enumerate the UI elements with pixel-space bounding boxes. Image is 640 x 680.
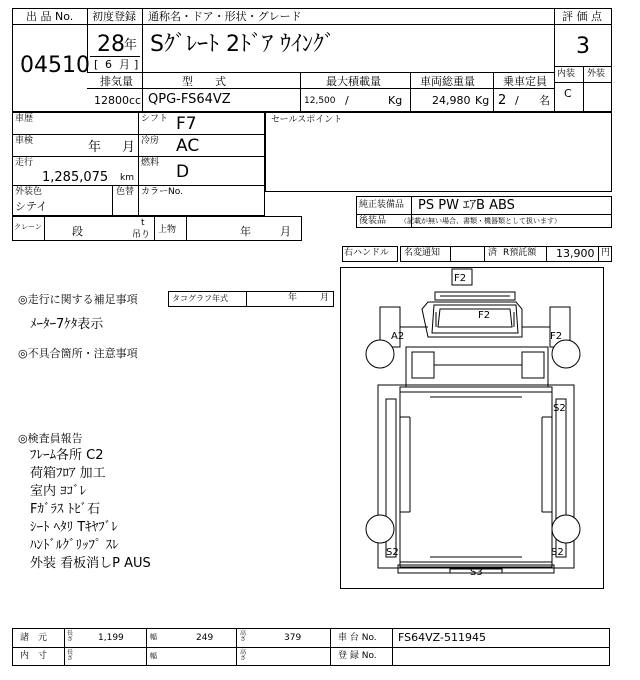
year-unit: 年 — [124, 38, 138, 53]
inspector-report-item: 荷箱ﾌﾛｱ 加工 — [30, 466, 106, 481]
diagram-mark-windshield: F2 — [478, 310, 491, 321]
divider — [142, 72, 143, 112]
divider — [598, 246, 599, 262]
divider — [154, 216, 155, 241]
inspector-report-item: Fｶﾞﾗｽ ﾄﾋﾞ石 — [30, 502, 101, 517]
divider — [554, 82, 612, 83]
inspection-label: 車検 — [15, 136, 34, 146]
divider — [87, 72, 554, 73]
truck-diagram — [340, 267, 604, 589]
first-reg-year: 28 — [97, 32, 125, 57]
divider — [356, 214, 612, 215]
gross-weight-label: 車両総重量 — [420, 75, 475, 88]
tachograph-month-unit: 月 — [320, 293, 330, 303]
displacement-value: 12800 — [94, 94, 129, 107]
diagram-mark-front-right: F2 — [550, 331, 563, 342]
chassis-number: FS64VZ-511945 — [398, 631, 486, 644]
max-load-label: 最大積載量 — [326, 75, 381, 88]
defect-notes-title: ◎不具合箇所・注意事項 — [18, 347, 138, 360]
divider — [146, 628, 147, 666]
divider — [484, 246, 485, 262]
divider — [112, 185, 113, 216]
crane-ton-unit: t — [141, 218, 145, 228]
ac-value: AC — [176, 136, 200, 156]
divider — [450, 246, 451, 262]
model-type: QPG-FS64VZ — [148, 92, 231, 107]
displacement-unit: cc — [129, 94, 142, 107]
first-registration-label: 初度登録 — [92, 10, 136, 23]
recycle-status: 済 — [488, 248, 498, 258]
lot-number: 04510 — [20, 53, 90, 78]
month-open-bracket: [ — [94, 58, 99, 71]
max-load-separator: / — [345, 94, 349, 107]
shift-value: F7 — [176, 114, 197, 134]
width-value: 249 — [196, 633, 214, 643]
inspector-report-item: ﾌﾚｰﾑ各所 C2 — [30, 448, 104, 463]
name-change-label: 名変通知 — [404, 248, 441, 258]
recycle-unit: 円 — [601, 248, 611, 258]
aftermarket-label: 後装品 — [359, 216, 387, 226]
recycle-label: R預託額 — [503, 248, 537, 258]
lot-no-label: 出 品 No. — [26, 10, 74, 23]
dimensions-label: 諸 元 — [20, 633, 48, 643]
top-body-label: 上物 — [158, 225, 177, 235]
history-label: 車歴 — [15, 114, 34, 124]
inner-length-label: 長さ — [67, 649, 74, 663]
fuel-label: 燃料 — [141, 158, 160, 168]
crane-stage-unit: 段 — [72, 225, 83, 238]
length-label: 長さ — [67, 630, 74, 644]
divider — [583, 66, 584, 112]
displacement-label: 排気量 — [100, 75, 133, 88]
divider — [12, 647, 610, 648]
interior-grade: C — [564, 87, 572, 100]
inspection-month-unit: 月 — [122, 140, 136, 155]
height-label: 高さ — [240, 630, 247, 644]
gross-weight-value: 24,980 — [432, 94, 471, 107]
divider — [87, 24, 554, 25]
top-body-year-unit: 年 — [240, 225, 251, 238]
crane-box — [12, 216, 302, 241]
divider — [142, 8, 143, 72]
divider — [330, 628, 331, 666]
genuine-equipment-items: PS PW ｴｱB ABS — [418, 198, 515, 213]
width-label: 幅 — [150, 633, 157, 641]
inspector-report-item: ﾊﾝﾄﾞﾙｸﾞﾘｯﾌﾟ ｽﾚ — [30, 538, 119, 553]
driving-note-item: ﾒｰﾀｰ7ｹﾀ表示 — [30, 317, 104, 332]
diagram-mark-rear-left: S2 — [386, 547, 399, 558]
height-value: 379 — [284, 633, 302, 643]
inspector-report-item: ｼｰﾄ ﾍﾀﾘ Tｷﾔﾌﾞﾚ — [30, 520, 118, 535]
rating-score: 3 — [576, 34, 590, 59]
shift-label: シフト — [141, 114, 169, 124]
inspection-year-unit: 年 — [88, 140, 102, 155]
fuel-value: D — [176, 162, 190, 182]
genuine-equipment-label: 純正装備品 — [359, 200, 405, 210]
gross-weight-unit: Kg — [475, 94, 490, 107]
top-body-month-unit: 月 — [280, 225, 291, 238]
crane-lift-label: 吊り — [132, 230, 151, 240]
tachograph-year-unit: 年 — [288, 293, 298, 303]
month-unit: 月 — [119, 58, 130, 71]
mileage-label: 走行 — [15, 158, 34, 168]
capacity-unit: 名 — [539, 94, 550, 107]
sales-point-label: セールスポイント — [271, 115, 343, 125]
type-label: 型 式 — [182, 75, 226, 88]
mileage-unit: km — [120, 173, 134, 183]
aftermarket-note: （記載が無い場合、書類・機器類として扱います） — [400, 217, 561, 225]
inspector-report-title: ◎検査員報告 — [18, 432, 83, 445]
exterior-grade-label: 外装 — [587, 69, 606, 79]
divider — [12, 134, 265, 135]
recycle-value: 13,900 — [556, 247, 595, 260]
diagram-mark-rear-right: S2 — [551, 547, 564, 558]
registration-label: 登 録 No. — [338, 651, 377, 661]
inspector-report-item: 室内 ﾖｺﾞﾚ — [30, 484, 87, 499]
divider — [236, 628, 237, 666]
ac-label: 冷房 — [141, 136, 160, 146]
diagram-mark-front-box: F2 — [454, 273, 467, 284]
diagram-mark-side-right: S2 — [553, 403, 566, 414]
color-label: 外装色 — [15, 187, 43, 197]
model-name: Sｸﾞﾚｰﾄ 2ﾄﾞｱ ｳｲﾝｸﾞ — [150, 32, 335, 57]
divider — [554, 24, 612, 25]
divider — [87, 88, 554, 89]
divider — [12, 185, 265, 186]
chassis-label: 車 台 No. — [338, 633, 377, 643]
divider — [546, 246, 547, 262]
inspector-report-item: 外装 看板消しP AUS — [30, 556, 151, 571]
inner-width-label: 幅 — [150, 652, 157, 660]
divider — [12, 156, 265, 157]
divider — [493, 72, 494, 112]
length-value: 1,199 — [98, 633, 124, 643]
divider — [300, 72, 301, 112]
divider — [186, 216, 187, 241]
diagram-mark-rear: S3 — [470, 567, 483, 578]
mileage-value: 1,285,075 — [42, 170, 109, 185]
color-change-label: 色替 — [116, 187, 135, 197]
capacity-value: 2 — [498, 93, 507, 108]
crane-label: クレーン — [14, 223, 42, 231]
tachograph-label: タコグラフ年式 — [172, 294, 228, 303]
divider — [410, 72, 411, 112]
divider — [12, 24, 87, 25]
divider — [64, 628, 65, 666]
divider — [246, 291, 247, 307]
month-close-bracket: ] — [134, 58, 139, 71]
divider — [44, 216, 45, 241]
first-reg-month: 6 — [105, 58, 112, 71]
max-load-unit: Kg — [388, 94, 403, 107]
inner-dimensions-label: 内 寸 — [20, 651, 48, 661]
capacity-separator: / — [515, 94, 519, 107]
driving-notes-title: ◎走行に関する補足事項 — [18, 293, 138, 306]
model-description-label: 通称名・ドア・形状・グレード — [148, 10, 302, 23]
max-load-value: 12,500 — [304, 96, 336, 106]
diagram-mark-front-left: A2 — [391, 331, 405, 342]
color-value: シテイ — [15, 200, 48, 213]
rating-label: 評 価 点 — [562, 10, 602, 23]
capacity-label: 乗車定員 — [503, 75, 547, 88]
inner-height-label: 高さ — [240, 649, 247, 663]
divider — [138, 112, 139, 216]
divider — [392, 628, 393, 666]
right-handle-label: 右ハンドル — [344, 248, 390, 258]
interior-grade-label: 内装 — [557, 69, 576, 79]
color-code-label: カラーNo. — [141, 187, 183, 197]
